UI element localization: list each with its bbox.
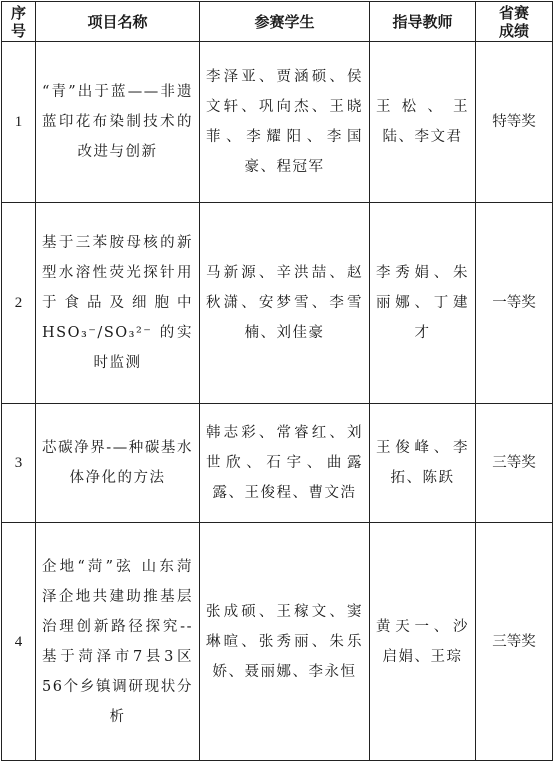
project-name: “青”出于蓝——非遗蓝印花布染制技术的改进与创新 <box>42 84 193 160</box>
students-list: 张成硕、王稼文、窦琳暄、张秀丽、朱乐娇、聂丽娜、李永恒 <box>206 603 363 680</box>
header-index <box>2 2 36 42</box>
project-name: 基于三苯胺母核的新型水溶性荧光探针用于食品及细胞中 HSO₃⁻/SO₃²⁻ 的实时监测 <box>42 235 193 371</box>
row-index: 4 <box>2 523 36 761</box>
row-index: 1 <box>2 42 36 203</box>
row-project <box>36 203 200 404</box>
row-index: 3 <box>2 404 36 523</box>
header-result-line2: 成绩 <box>498 21 529 40</box>
header-project: 项目名称 <box>36 2 200 42</box>
row-teachers <box>370 42 476 203</box>
students-list: 马新源、辛洪喆、赵秋潇、安梦雪、李雪楠、刘佳豪 <box>206 265 363 341</box>
table-row <box>2 523 553 761</box>
teachers-list: 王俊峰、李拓、陈跃 <box>376 440 469 486</box>
students-list: 李泽亚、贾涵硕、侯文轩、巩向杰、王晓菲、李耀阳、李国豪、程冠军 <box>206 69 363 175</box>
row-teachers <box>370 523 476 761</box>
row-students <box>200 42 370 203</box>
table-row <box>2 404 553 523</box>
table-row <box>2 42 553 203</box>
teachers-list: 黄天一、沙启娟、王琮 <box>376 618 469 665</box>
row-index: 2 <box>2 203 36 404</box>
row-project <box>36 404 200 523</box>
row-students <box>200 523 370 761</box>
table-row <box>2 203 553 404</box>
header-index-line2: 号 <box>10 21 26 40</box>
project-name: 芯碳净界-—种碳基水体净化的方法 <box>42 440 193 486</box>
header-students: 参赛学生 <box>200 2 370 42</box>
row-students <box>200 203 370 404</box>
row-teachers <box>370 203 476 404</box>
awards-table <box>1 1 553 761</box>
row-result: 三等奖 <box>476 404 553 523</box>
teachers-list: 李秀娟、朱丽娜、丁建才 <box>376 265 469 341</box>
row-result: 一等奖 <box>476 203 553 404</box>
teachers-list: 王松、王陆、李文君 <box>376 99 469 145</box>
row-result: 特等奖 <box>476 42 553 203</box>
students-list: 韩志彩、常睿红、刘世欣、石宇、曲露露、王俊程、曹文浩 <box>206 425 363 501</box>
row-students <box>200 404 370 523</box>
header-teachers: 指导教师 <box>370 2 476 42</box>
project-name: 企地“菏”弦 山东菏泽企地共建助推基层治理创新路径探究--基于菏泽市7县3区56个乡镇调研现状分析 <box>42 558 193 725</box>
header-result-line1: 省赛 <box>498 3 529 22</box>
row-project <box>36 42 200 203</box>
header-result <box>476 2 553 42</box>
row-teachers <box>370 404 476 523</box>
header-index-line1: 序 <box>10 3 26 22</box>
row-result: 三等奖 <box>476 523 553 761</box>
table-header-row <box>2 2 553 42</box>
row-project <box>36 523 200 761</box>
